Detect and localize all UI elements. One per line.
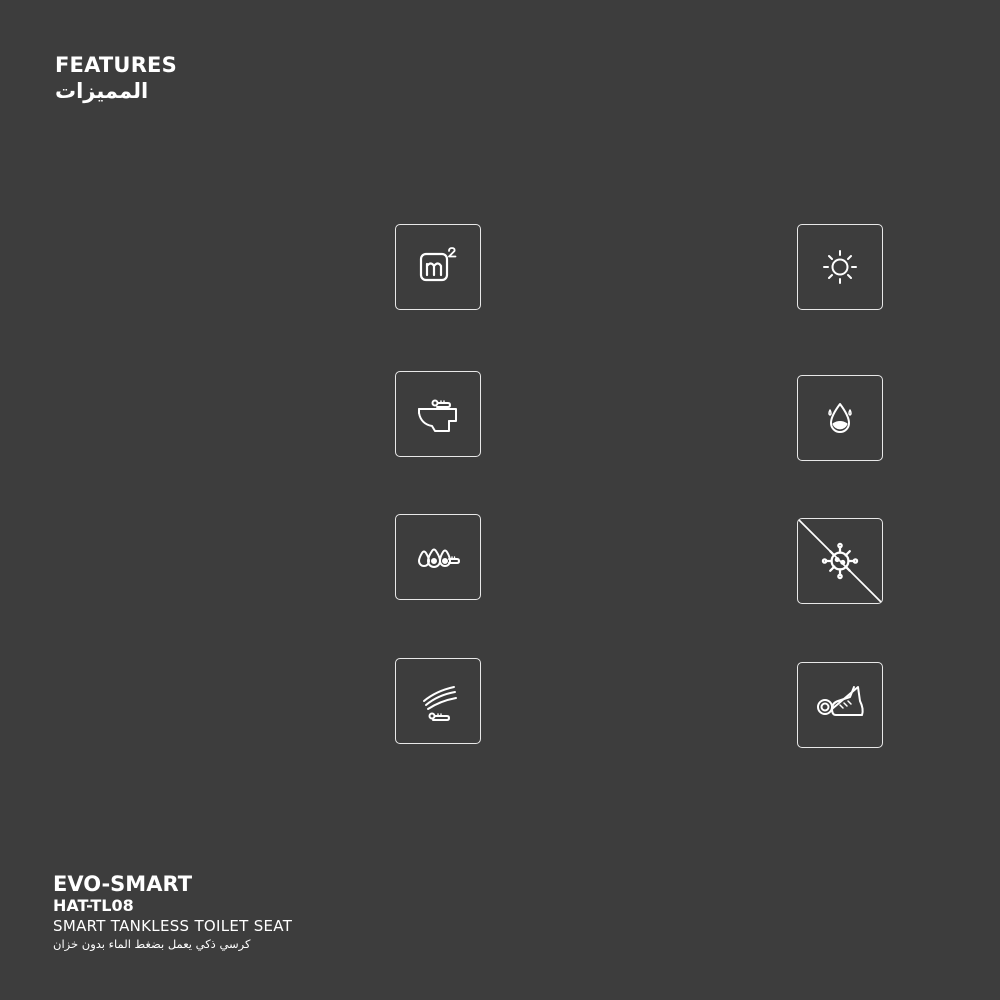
features-title-ar: المميزات [55,79,149,103]
product-footer [53,872,292,952]
features-header [55,52,177,104]
water-drops-thermometer-icon [395,514,481,600]
sun-icon [797,224,883,310]
square-meter-icon [395,224,481,310]
foot-flush-icon [797,662,883,748]
toilet-seat-temperature-icon [395,371,481,457]
features-title-en: FEATURES [55,53,177,77]
no-bacteria-icon [797,518,883,604]
water-drop-icon [797,375,883,461]
wind-thermometer-icon [395,658,481,744]
model-number: HAT-TL08 [53,896,134,915]
product-subtitle-ar: كرسي ذكي يعمل بضغط الماء بدون خزان [53,937,251,951]
product-subtitle: SMART TANKLESS TOILET SEAT [53,917,293,935]
brand-name: EVO-SMART [53,872,193,896]
